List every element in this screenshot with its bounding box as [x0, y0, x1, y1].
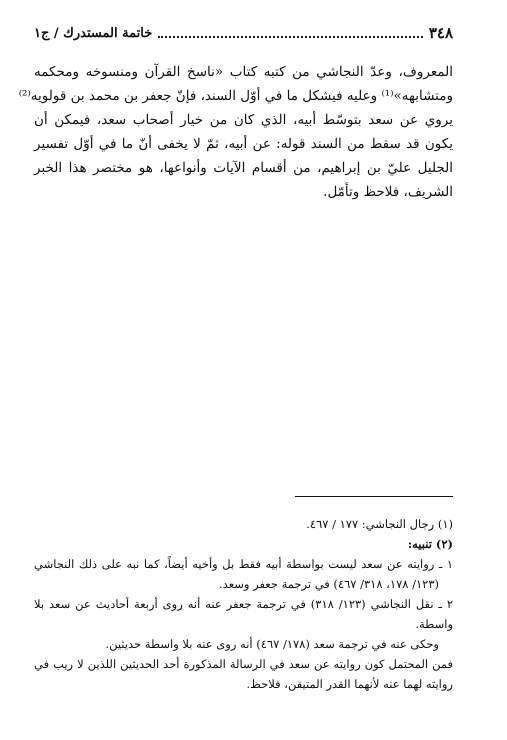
- body-line: ومتشابهه»⁽¹⁾ وعليه فيشكل ما في أوّل السند، فإنّ جعفر بن محمد بن قولويه⁽²⁾: [18, 88, 453, 104]
- footnote-line: ٢ ـ نقل النجاشي (١٢٣/ ٣١٨) في ترجمة جعفر عنه أنه روى أربعة أحاديث عن سعد بلا: [34, 597, 453, 611]
- footnote-line: ١ ـ روايته عن سعد ليست بواسطة أبيه فقط بل وأخيه أيضاً، كما نبه على ذلك النجاشي: [34, 557, 453, 571]
- page-number: ٣٤٨: [428, 24, 453, 42]
- footnotes: [34, 514, 453, 694]
- body-line: الجليل عليّ بن إبراهيم، من أقسام الآيات وأنواعها، هو مختصر هذا الخبر: [34, 160, 453, 176]
- footnote-line: روايته لهما عنه لأنهما القدر المتيقن، فلاحظ.: [246, 677, 453, 691]
- footnote-1: (١) رجال النجاشي: ١٧٧ / ٤٦٧.: [306, 517, 453, 531]
- footnote-2-label: (٢) تنبيه:: [407, 537, 453, 551]
- body-text: [18, 60, 453, 204]
- body-line: يكون قد سقط من السند قوله: عن أبيه، ثمّ لا يخفى أنّ ما في أوّل تفسير: [34, 136, 453, 152]
- body-line: المعروف، وعدّ النجاشي من كتبه كتاب «ناسخ القرآن ومنسوخه ومحكمه: [34, 64, 453, 80]
- footnote-line: واسطة.: [415, 617, 453, 631]
- running-title: خاتمة المستدرك / ج١: [34, 25, 153, 41]
- footnote-line: وحكى عنه في ترجمة سعد (١٧٨/ ٤٦٧) أنه روى عنه بلا واسطة حديثين.: [105, 637, 439, 651]
- body-line: الشريف، فلاحظ وتأمّل.: [323, 184, 453, 200]
- footnote-separator: [295, 496, 453, 497]
- footnote-line: فمن المحتمل كون روايته عن سعد في الرسالة المذكورة أحد الحديثين اللذين لا ريب في: [34, 657, 453, 671]
- body-line: يروي عن سعد بتوسّط أبيه، الذي كان من خيار أصحاب سعد، فيمكن أن: [34, 112, 453, 128]
- page-header: [34, 22, 453, 44]
- header-dotted-leader: [158, 35, 423, 38]
- body-paragraph: [18, 60, 453, 204]
- footnote-line: (١٢٣/ ١٧٨، ٣١٨/ ٤٦٧) في ترجمة جعفر وسعد.: [219, 577, 439, 591]
